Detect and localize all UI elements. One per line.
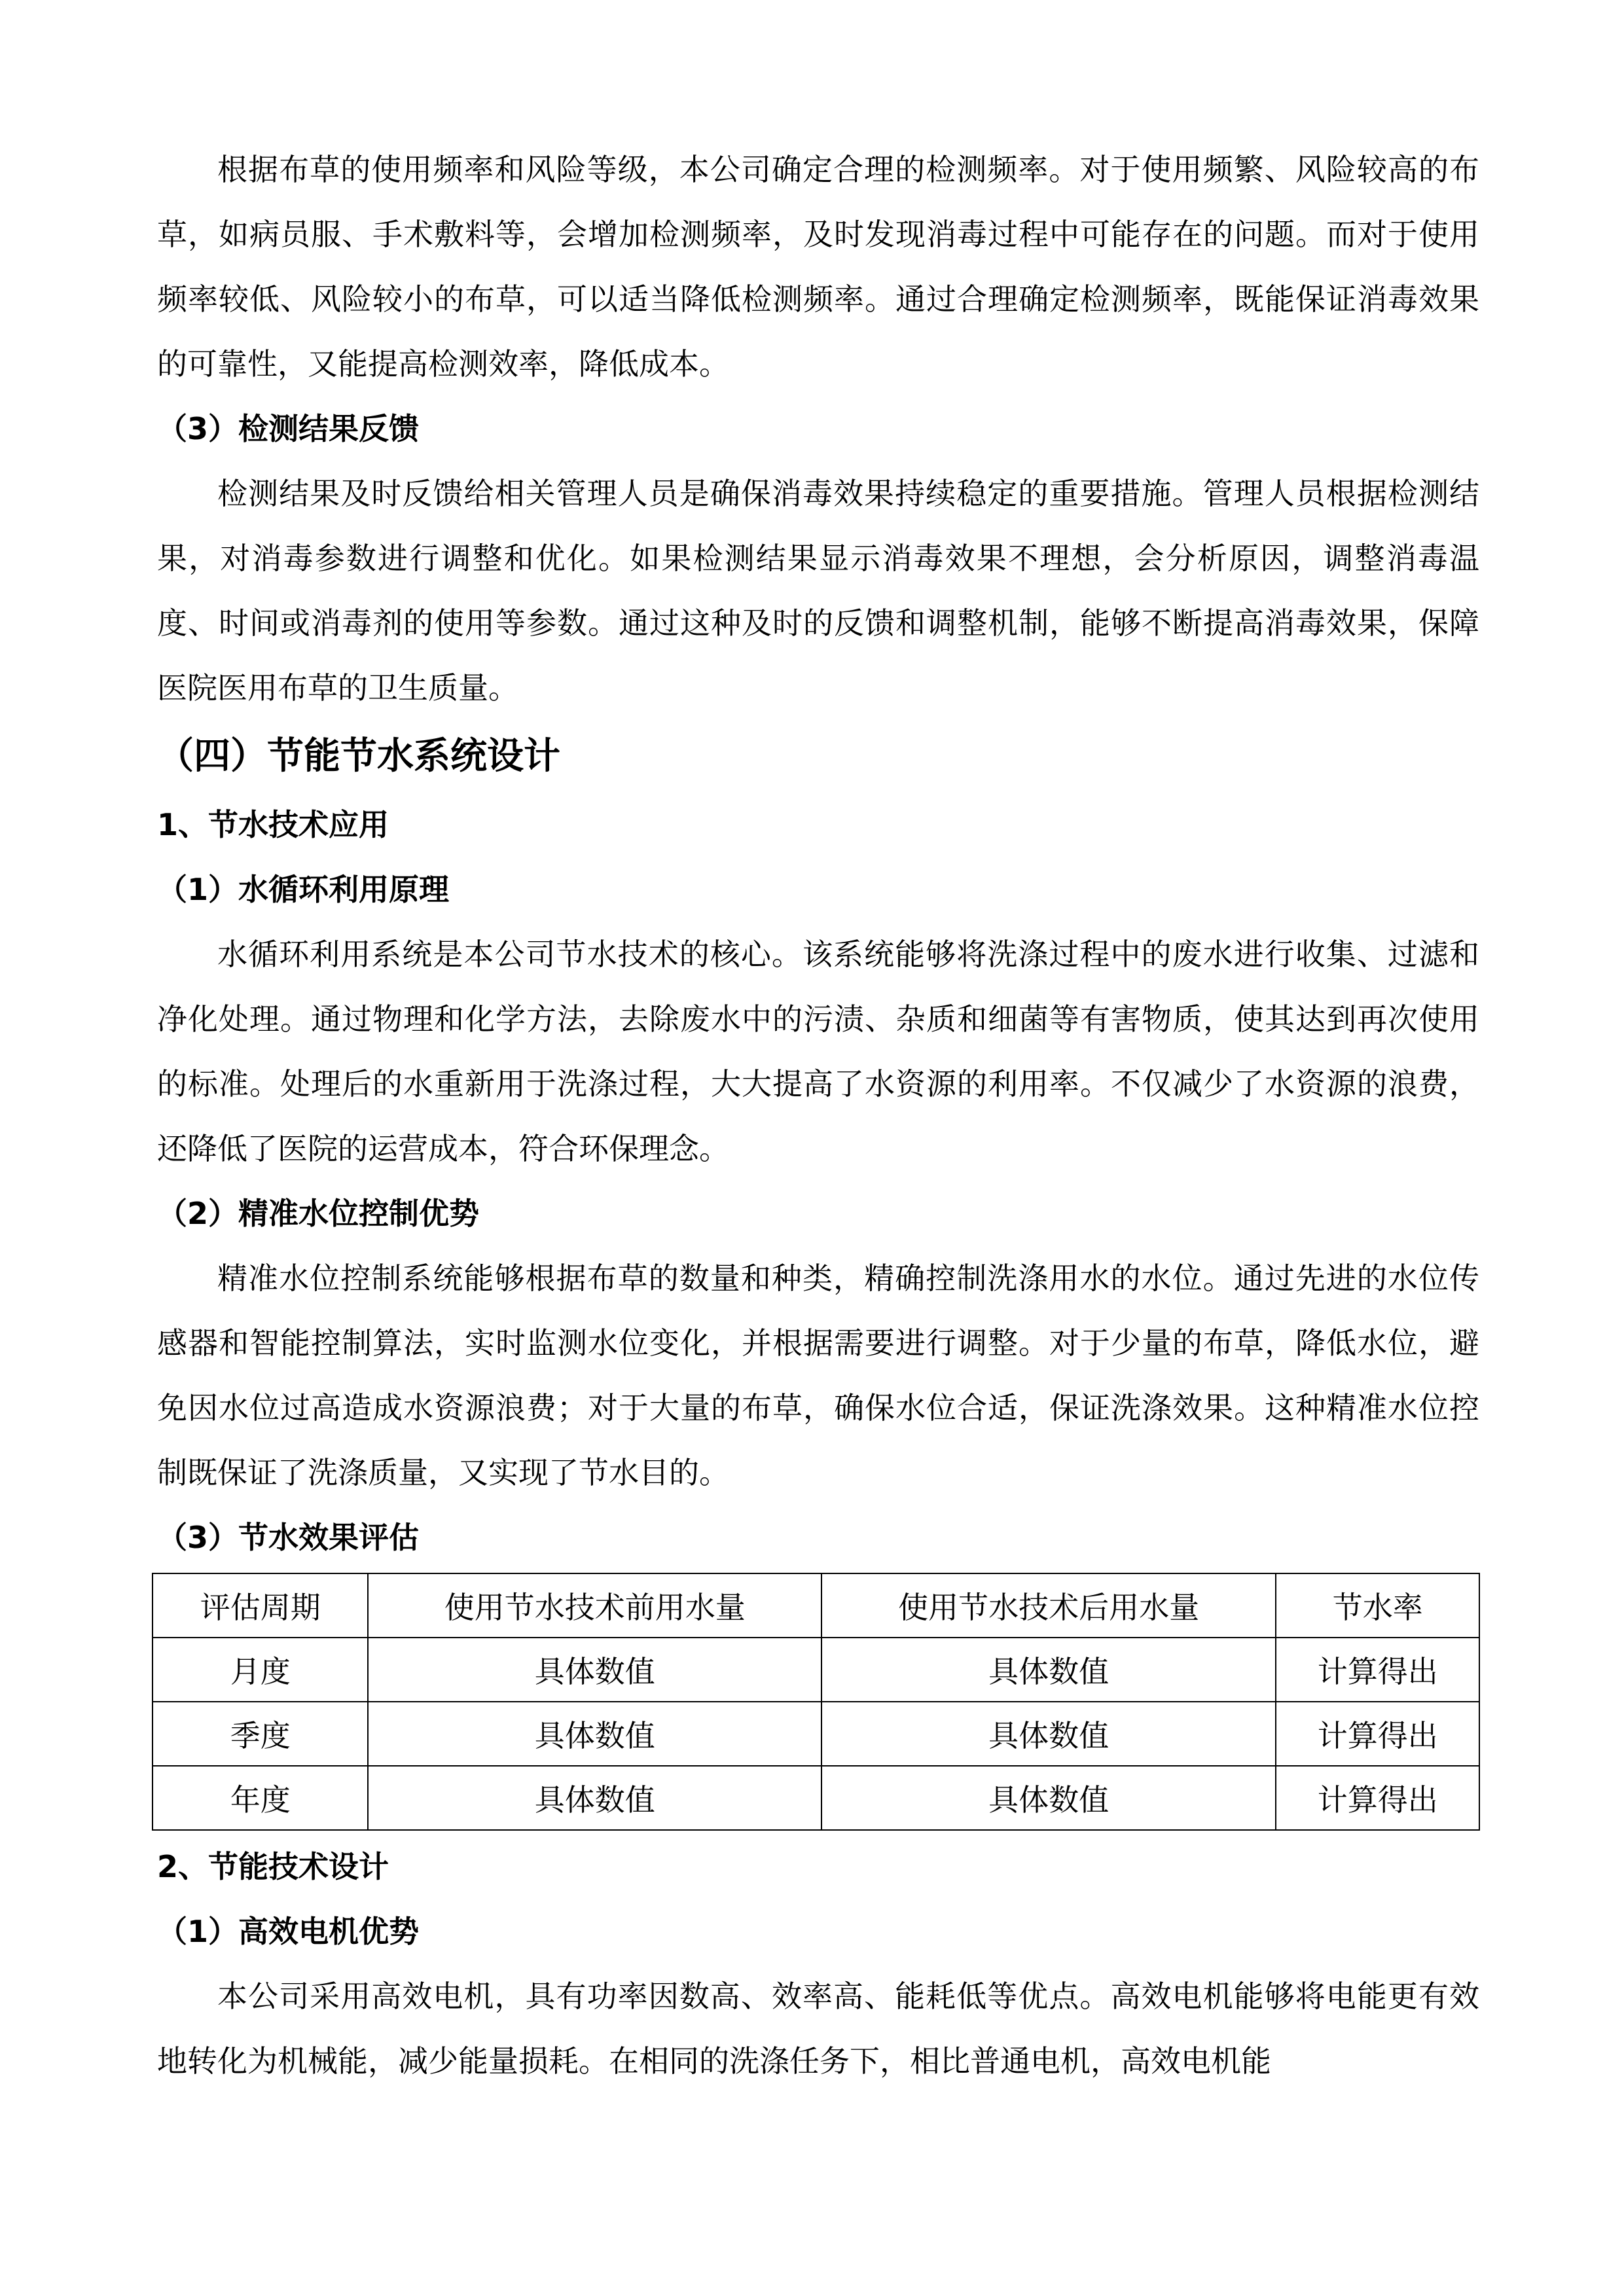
paragraph-result-feedback: 检测结果及时反馈给相关管理人员是确保消毒效果持续稳定的重要措施。管理人员根据检测结果，对消毒参数进行调整和优化。如果检测结果显示消毒效果不理想，会分析原因，调整消毒温度、时间或消毒剂的使用等参数。通过这种及时的反馈和调整机制，能够不断提高消毒效果，保障医院医用布草的卫生质量。 [157,476,1479,706]
table-cell: 具体数值 [821,1766,1276,1830]
table-cell: 季度 [153,1702,368,1766]
table-header-cell: 节水率 [1276,1573,1479,1638]
table-row [153,1766,1479,1830]
paragraph-efficient-motor: 本公司采用高效电机，具有功率因数高、效率高、能耗低等优点。高效电机能够将电能更有效地转化为机械能，减少能量损耗。在相同的洗涤任务下，相比普通电机，高效电机能 [157,1979,1479,2079]
table-cell: 月度 [153,1638,368,1702]
table-cell: 计算得出 [1276,1766,1479,1830]
heading-water-cycle: （1）水循环利用原理 [157,872,450,907]
subsection-energy-saving: 2、节能技术设计 [157,1849,389,1884]
table-cell: 计算得出 [1276,1638,1479,1702]
table-header-cell: 使用节水技术后用水量 [821,1573,1276,1638]
table-header-cell: 评估周期 [153,1573,368,1638]
table-cell: 具体数值 [821,1702,1276,1766]
heading-efficient-motor: （1）高效电机优势 [157,1914,420,1949]
subsection-water-saving: 1、节水技术应用 [157,807,389,842]
paragraph-water-cycle: 水循环利用系统是本公司节水技术的核心。该系统能够将洗涤过程中的废水进行收集、过滤和净化处理。通过物理和化学方法，去除废水中的污渍、杂质和细菌等有害物质，使其达到再次使用的标准。处理后的水重新用于洗涤过程，大大提高了水资源的利用率。不仅减少了水资源的浪费，还降低了医院的运营成本，符合环保理念。 [157,937,1479,1166]
table-cell: 具体数值 [368,1702,821,1766]
section-title: （四）节能节水系统设计 [157,735,560,778]
table-cell: 年度 [153,1766,368,1830]
table-cell: 计算得出 [1276,1702,1479,1766]
page-content [157,137,1479,2094]
table-cell: 具体数值 [821,1638,1276,1702]
table-header-row [153,1573,1479,1638]
heading-water-evaluation: （3）节水效果评估 [157,1520,420,1555]
table-cell: 具体数值 [368,1766,821,1830]
table-cell: 具体数值 [368,1638,821,1702]
paragraph-water-level: 精准水位控制系统能够根据布草的数量和种类，精确控制洗涤用水的水位。通过先进的水位传感器和智能控制算法，实时监测水位变化，并根据需要进行调整。对于少量的布草，降低水位，避免因水位过高造成水资源浪费；对于大量的布草，确保水位合适，保证洗涤效果。这种精准水位控制既保证了洗涤质量，又实现了节水目的。 [157,1261,1479,1490]
heading-water-level: （2）精准水位控制优势 [157,1196,480,1231]
heading-result-feedback: （3）检测结果反馈 [157,411,420,446]
table-row [153,1638,1479,1702]
paragraph-detection-frequency: 根据布草的使用频率和风险等级，本公司确定合理的检测频率。对于使用频繁、风险较高的布草，如病员服、手术敷料等，会增加检测频率，及时发现消毒过程中可能存在的问题。而对于使用频率较低、风险较小的布草，可以适当降低检测频率。通过合理确定检测频率，既能保证消毒效果的可靠性，又能提高检测效率，降低成本。 [157,152,1479,382]
table-header-cell: 使用节水技术前用水量 [368,1573,821,1638]
water-saving-table [152,1573,1480,1831]
table-row [153,1702,1479,1766]
